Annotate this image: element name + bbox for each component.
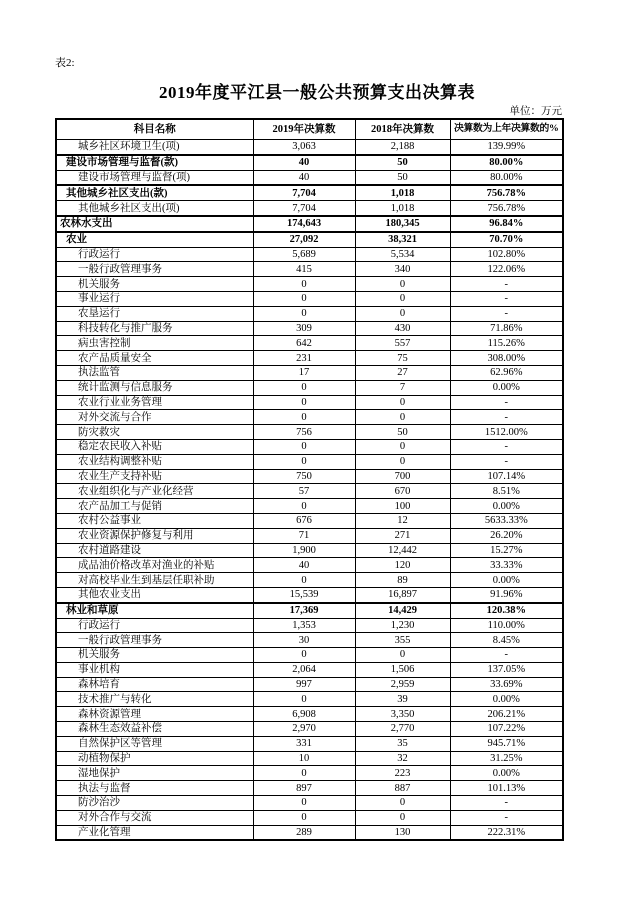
table-row [56,781,563,796]
table-row [56,351,563,366]
value-2019-cell: 750 [253,469,355,484]
subject-name-cell: 成品油价格改革对渔业的补贴 [56,558,253,573]
percent-cell: - [450,439,563,454]
value-2018-cell: 223 [355,766,450,781]
table-row [56,528,563,543]
table-row [56,395,563,410]
page-title: 2019年度平江县一般公共预算支出决算表 [159,83,475,102]
value-2019-cell: 17 [253,365,355,380]
table-row [56,825,563,840]
subject-name-cell: 自然保护区等管理 [56,736,253,751]
value-2018-cell: 120 [355,558,450,573]
value-2018-cell: 557 [355,336,450,351]
value-2018-cell: 1,506 [355,662,450,677]
table-row [56,543,563,558]
table-row [56,262,563,277]
percent-cell: - [450,648,563,663]
subject-name-cell: 机关服务 [56,648,253,663]
table-row [56,469,563,484]
value-2018-cell: 130 [355,825,450,840]
value-2019-cell: 2,064 [253,662,355,677]
percent-cell: 122.06% [450,262,563,277]
column-header-2019: 2019年决算数 [253,119,355,140]
value-2018-cell: 2,188 [355,140,450,155]
subject-name-cell: 农产品质量安全 [56,351,253,366]
table-row [56,736,563,751]
value-2018-cell: 7 [355,380,450,395]
table-row [56,618,563,633]
value-2019-cell: 0 [253,439,355,454]
percent-cell: 107.22% [450,722,563,737]
table-row [56,751,563,766]
value-2019-cell: 7,704 [253,185,355,200]
value-2018-cell: 5,534 [355,247,450,262]
subject-name-cell: 病虫害控制 [56,336,253,351]
value-2019-cell: 0 [253,380,355,395]
value-2019-cell: 40 [253,170,355,185]
value-2019-cell: 1,900 [253,543,355,558]
value-2019-cell: 57 [253,484,355,499]
subject-name-cell: 森林培育 [56,677,253,692]
value-2018-cell: 180,345 [355,216,450,232]
unit-label: 单位：万元 [509,106,562,117]
value-2019-cell: 0 [253,291,355,306]
subject-name-cell: 动植物保护 [56,751,253,766]
table-row [56,439,563,454]
value-2019-cell: 0 [253,810,355,825]
percent-cell: 0.00% [450,499,563,514]
subject-name-cell: 其他城乡社区支出(项) [56,201,253,216]
value-2019-cell: 0 [253,692,355,707]
value-2018-cell: 14,429 [355,603,450,618]
table-row [56,454,563,469]
value-2018-cell: 355 [355,633,450,648]
subject-name-cell: 农产品加工与促销 [56,499,253,514]
value-2019-cell: 0 [253,766,355,781]
table-row [56,796,563,811]
table-row [56,216,563,232]
value-2019-cell: 0 [253,499,355,514]
table-header [56,119,563,140]
table-row [56,321,563,336]
table-row [56,662,563,677]
subject-name-cell: 农村公益事业 [56,513,253,528]
subject-name-cell: 对高校毕业生到基层任职补助 [56,573,253,588]
percent-cell: 5633.33% [450,513,563,528]
column-header-subject: 科目名称 [56,119,253,140]
value-2018-cell: 340 [355,262,450,277]
percent-cell: - [450,306,563,321]
subject-name-cell: 行政运行 [56,247,253,262]
value-2018-cell: 12 [355,513,450,528]
table-row [56,499,563,514]
percent-cell: 756.78% [450,201,563,216]
value-2018-cell: 271 [355,528,450,543]
value-2019-cell: 0 [253,277,355,292]
value-2019-cell: 897 [253,781,355,796]
value-2019-cell: 289 [253,825,355,840]
value-2019-cell: 1,353 [253,618,355,633]
subject-name-cell: 执法与监督 [56,781,253,796]
table-row [56,201,563,216]
percent-cell: 8.51% [450,484,563,499]
percent-cell: 206.21% [450,707,563,722]
table-row [56,648,563,663]
percent-cell: - [450,454,563,469]
value-2019-cell: 71 [253,528,355,543]
value-2018-cell: 100 [355,499,450,514]
table-row [56,707,563,722]
percent-cell: 96.84% [450,216,563,232]
subject-name-cell: 森林资源管理 [56,707,253,722]
subject-name-cell: 行政运行 [56,618,253,633]
subject-name-cell: 对外交流与合作 [56,410,253,425]
table-row [56,277,563,292]
value-2019-cell: 0 [253,796,355,811]
percent-cell: - [450,291,563,306]
table-row [56,603,563,618]
subject-name-cell: 农业组织化与产业化经营 [56,484,253,499]
percent-cell: 33.33% [450,558,563,573]
value-2019-cell: 10 [253,751,355,766]
percent-cell: 1512.00% [450,425,563,440]
subject-name-cell: 技术推广与转化 [56,692,253,707]
value-2019-cell: 0 [253,410,355,425]
value-2018-cell: 1,018 [355,201,450,216]
value-2019-cell: 15,539 [253,587,355,602]
table-row [56,484,563,499]
percent-cell: - [450,410,563,425]
subject-name-cell: 建设市场管理与监督(款) [56,155,253,170]
percent-cell: 0.00% [450,380,563,395]
value-2019-cell: 231 [253,351,355,366]
subject-name-cell: 一般行政管理事务 [56,262,253,277]
value-2019-cell: 40 [253,558,355,573]
value-2018-cell: 1,230 [355,618,450,633]
column-header-percent: 决算数为上年决算数的% [450,119,563,140]
subject-name-cell: 其他城乡社区支出(款) [56,185,253,200]
value-2019-cell: 676 [253,513,355,528]
value-2018-cell: 2,959 [355,677,450,692]
percent-cell: 15.27% [450,543,563,558]
value-2019-cell: 0 [253,573,355,588]
value-2018-cell: 75 [355,351,450,366]
subject-name-cell: 农村道路建设 [56,543,253,558]
value-2018-cell: 1,018 [355,185,450,200]
percent-cell: 101.13% [450,781,563,796]
value-2018-cell: 0 [355,810,450,825]
percent-cell: 115.26% [450,336,563,351]
percent-cell: 26.20% [450,528,563,543]
subject-name-cell: 防沙治沙 [56,796,253,811]
subject-name-cell: 统计监测与信息服务 [56,380,253,395]
percent-cell: - [450,395,563,410]
subject-name-cell: 执法监管 [56,365,253,380]
value-2019-cell: 7,704 [253,201,355,216]
budget-table [55,118,564,841]
percent-cell: 0.00% [450,573,563,588]
table-row [56,766,563,781]
value-2019-cell: 642 [253,336,355,351]
value-2018-cell: 16,897 [355,587,450,602]
table-header-row [56,119,563,140]
subject-name-cell: 城乡社区环境卫生(项) [56,140,253,155]
table-row [56,155,563,170]
value-2018-cell: 32 [355,751,450,766]
table-row [56,573,563,588]
percent-cell: 945.71% [450,736,563,751]
subject-name-cell: 农业结构调整补贴 [56,454,253,469]
percent-cell: 31.25% [450,751,563,766]
value-2018-cell: 35 [355,736,450,751]
value-2018-cell: 50 [355,155,450,170]
value-2018-cell: 670 [355,484,450,499]
value-2018-cell: 89 [355,573,450,588]
value-2019-cell: 0 [253,395,355,410]
value-2019-cell: 415 [253,262,355,277]
subject-name-cell: 其他农业支出 [56,587,253,602]
percent-cell: 0.00% [450,766,563,781]
value-2018-cell: 12,442 [355,543,450,558]
table-row [56,291,563,306]
percent-cell: 91.96% [450,587,563,602]
value-2018-cell: 50 [355,425,450,440]
subject-name-cell: 农业生产支持补贴 [56,469,253,484]
value-2019-cell: 2,970 [253,722,355,737]
table-number-label: 表2: [55,57,75,69]
value-2019-cell: 27,092 [253,232,355,247]
table-row [56,810,563,825]
value-2019-cell: 0 [253,454,355,469]
value-2018-cell: 38,321 [355,232,450,247]
subject-name-cell: 机关服务 [56,277,253,292]
subject-name-cell: 森林生态效益补偿 [56,722,253,737]
percent-cell: 222.31% [450,825,563,840]
table-row [56,722,563,737]
table-row [56,587,563,602]
value-2018-cell: 3,350 [355,707,450,722]
value-2018-cell: 0 [355,648,450,663]
value-2018-cell: 50 [355,170,450,185]
subject-name-cell: 湿地保护 [56,766,253,781]
value-2018-cell: 0 [355,454,450,469]
subject-name-cell: 建设市场管理与监督(项) [56,170,253,185]
subject-name-cell: 稳定农民收入补贴 [56,439,253,454]
subject-name-cell: 事业机构 [56,662,253,677]
subject-name-cell: 事业运行 [56,291,253,306]
table-row [56,677,563,692]
percent-cell: 33.69% [450,677,563,692]
value-2019-cell: 309 [253,321,355,336]
table-row [56,692,563,707]
value-2018-cell: 700 [355,469,450,484]
percent-cell: 8.45% [450,633,563,648]
percent-cell: 0.00% [450,692,563,707]
subject-name-cell: 农业 [56,232,253,247]
percent-cell: 308.00% [450,351,563,366]
value-2019-cell: 0 [253,306,355,321]
subject-name-cell: 农业资源保护修复与利用 [56,528,253,543]
subject-name-cell: 林业和草原 [56,603,253,618]
value-2018-cell: 0 [355,796,450,811]
table-row [56,185,563,200]
value-2018-cell: 2,770 [355,722,450,737]
value-2018-cell: 887 [355,781,450,796]
percent-cell: 102.80% [450,247,563,262]
value-2018-cell: 0 [355,439,450,454]
percent-cell: 70.70% [450,232,563,247]
percent-cell: 80.00% [450,155,563,170]
subject-name-cell: 一般行政管理事务 [56,633,253,648]
table-row [56,336,563,351]
percent-cell: 62.96% [450,365,563,380]
table-row [56,633,563,648]
percent-cell: - [450,796,563,811]
value-2018-cell: 0 [355,277,450,292]
value-2019-cell: 174,643 [253,216,355,232]
table-row [56,247,563,262]
value-2018-cell: 39 [355,692,450,707]
value-2018-cell: 0 [355,395,450,410]
table-row [56,380,563,395]
value-2018-cell: 0 [355,306,450,321]
subject-name-cell: 产业化管理 [56,825,253,840]
table-row [56,425,563,440]
value-2019-cell: 331 [253,736,355,751]
percent-cell: 71.86% [450,321,563,336]
value-2019-cell: 0 [253,648,355,663]
column-header-2018: 2018年决算数 [355,119,450,140]
value-2018-cell: 0 [355,291,450,306]
table-row [56,232,563,247]
subject-name-cell: 农垦运行 [56,306,253,321]
percent-cell: 139.99% [450,140,563,155]
percent-cell: 80.00% [450,170,563,185]
table-row [56,558,563,573]
value-2019-cell: 756 [253,425,355,440]
subject-name-cell: 农业行业业务管理 [56,395,253,410]
percent-cell: 110.00% [450,618,563,633]
table-row [56,306,563,321]
value-2019-cell: 17,369 [253,603,355,618]
value-2019-cell: 5,689 [253,247,355,262]
percent-cell: 107.14% [450,469,563,484]
percent-cell: 120.38% [450,603,563,618]
value-2018-cell: 430 [355,321,450,336]
table-body [56,140,563,841]
table-row [56,140,563,155]
percent-cell: 756.78% [450,185,563,200]
table-row [56,410,563,425]
value-2018-cell: 27 [355,365,450,380]
value-2019-cell: 30 [253,633,355,648]
value-2019-cell: 40 [253,155,355,170]
table-row [56,365,563,380]
subject-name-cell: 农林水支出 [56,216,253,232]
value-2019-cell: 997 [253,677,355,692]
percent-cell: 137.05% [450,662,563,677]
percent-cell: - [450,810,563,825]
percent-cell: - [450,277,563,292]
value-2019-cell: 6,908 [253,707,355,722]
subject-name-cell: 对外合作与交流 [56,810,253,825]
subject-name-cell: 科技转化与推广服务 [56,321,253,336]
value-2018-cell: 0 [355,410,450,425]
value-2019-cell: 3,063 [253,140,355,155]
subject-name-cell: 防灾救灾 [56,425,253,440]
table-row [56,513,563,528]
table-row [56,170,563,185]
